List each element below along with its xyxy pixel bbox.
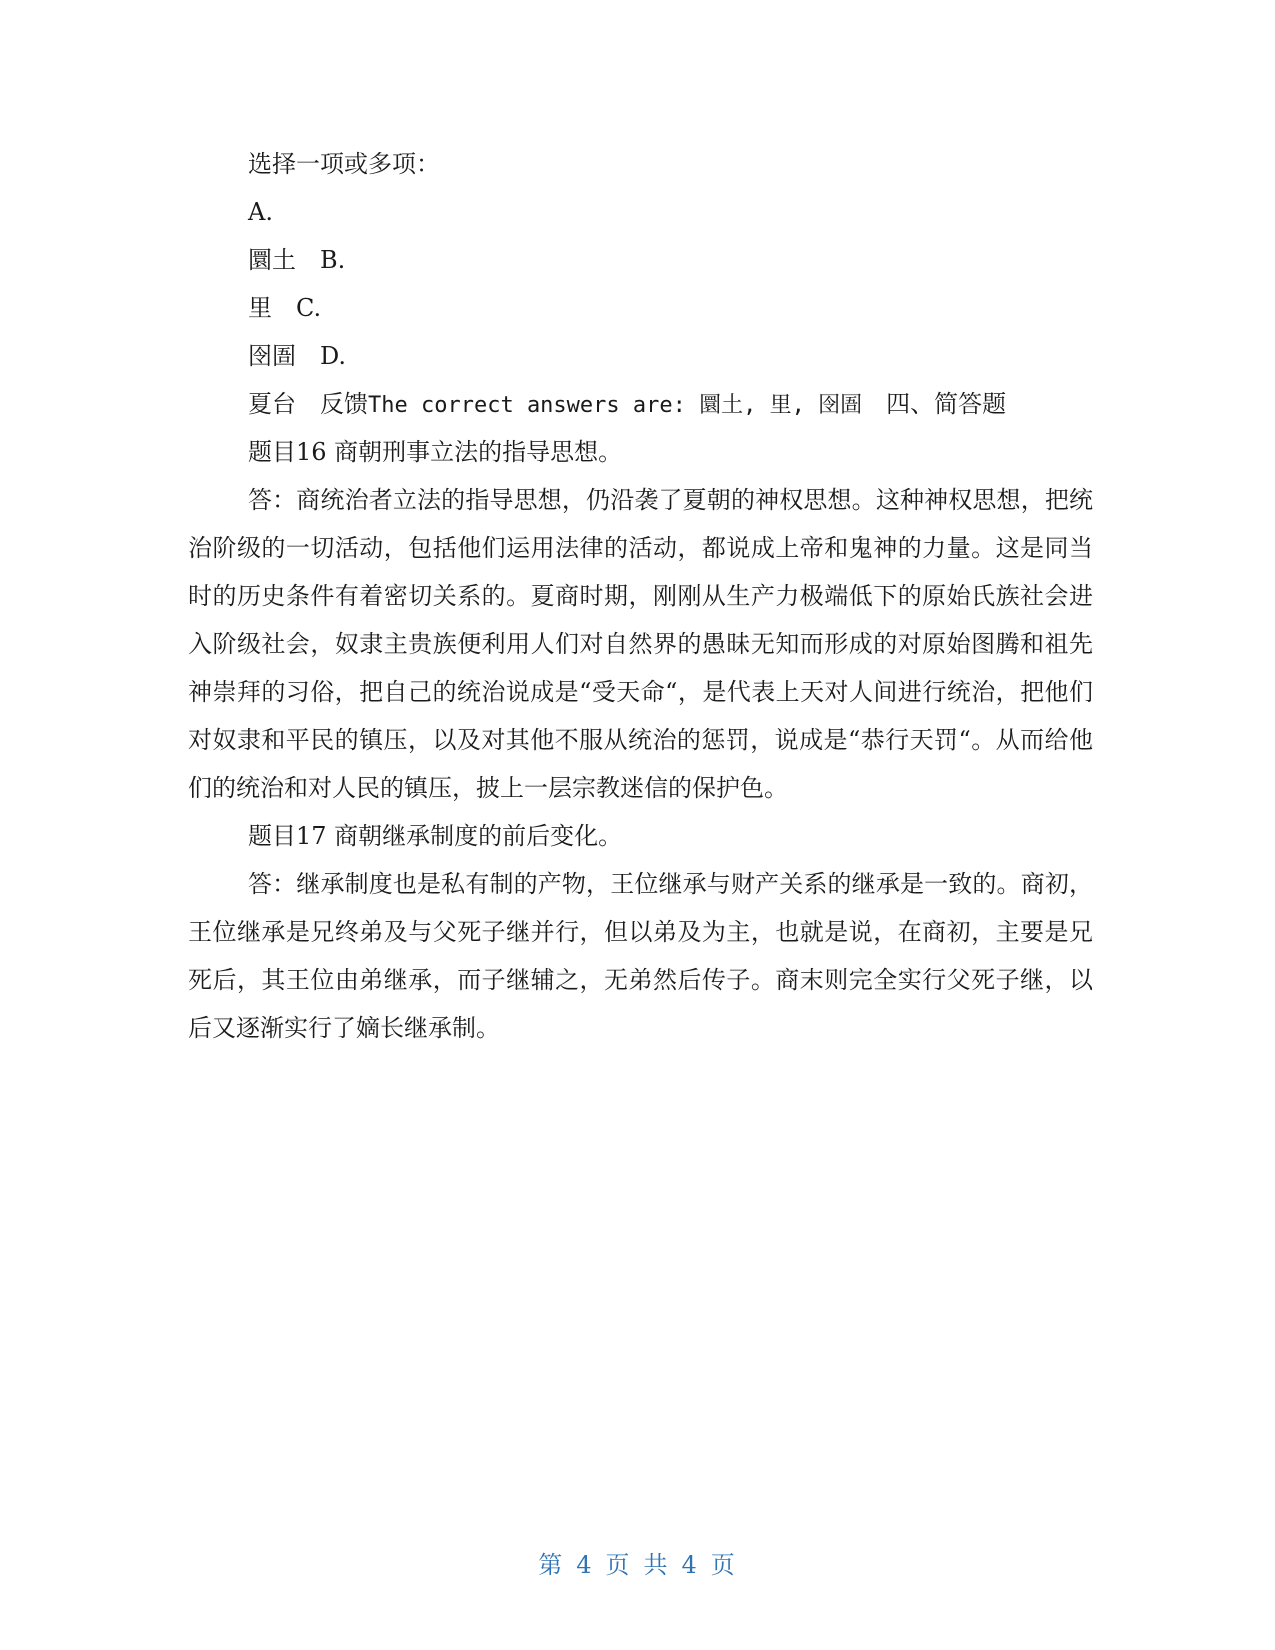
feedback-line	[188, 380, 1093, 428]
question-17-answer: 答：继承制度也是私有制的产物，王位继承与财产关系的继承是一致的。商初，王位继承是兄终弟及与父死子继并行，但以弟及为主，也就是说，在商初，主要是兄死后，其王位由弟继承，而子继辅之，无弟然后传子。商末则完全实行父死子继，以后又逐渐实行了嫡长继承制。	[188, 870, 1093, 1042]
footer-total-pages: 4	[681, 1551, 699, 1579]
option-b: 圜土 B.	[248, 246, 346, 274]
option-d: 囹圄 D.	[248, 342, 347, 370]
page-footer	[0, 1545, 1275, 1580]
question-16-answer: 答：商统治者立法的指导思想，仍沿袭了夏朝的神权思想。这种神权思想，把统治阶级的一切活动，包括他们运用法律的活动，都说成上帝和鬼神的力量。这是同当时的历史条件有着密切关系的。夏商时期，刚刚从生产力极端低下的原始氏族社会进入阶级社会，奴隶主贵族便利用人们对自然界的愚昧无知而形成的对原始图腾和祖先神崇拜的习俗，把自己的统治说成是“受天命“，是代表上天对人间进行统治，把他们对奴隶和平民的镇压，以及对其他不服从统治的惩罚，说成是“恭行天罚“。从而给他们的统治和对人民的镇压，披上一层宗教迷信的保护色。	[188, 486, 1093, 802]
footer-current-page: 4	[576, 1551, 594, 1579]
page-content	[188, 140, 1093, 1052]
question-prompt: 选择一项或多项：	[248, 150, 440, 178]
section-heading: 四、简答题	[862, 390, 1007, 418]
feedback-text: The correct answers are: 圜土, 里, 囹圄	[368, 393, 863, 418]
option-last-prefix: 夏台 反馈	[248, 390, 368, 418]
option-a: A.	[248, 198, 273, 226]
question-17-title: 题目17 商朝继承制度的前后变化。	[248, 822, 623, 850]
option-c: 里 C.	[248, 294, 322, 322]
footer-label-unit-2: 页	[710, 1551, 737, 1579]
footer-label-page: 第	[538, 1551, 565, 1579]
footer-label-total: 共	[643, 1551, 670, 1579]
question-16-title: 题目16 商朝刑事立法的指导思想。	[248, 438, 623, 466]
footer-label-unit: 页	[605, 1551, 632, 1579]
